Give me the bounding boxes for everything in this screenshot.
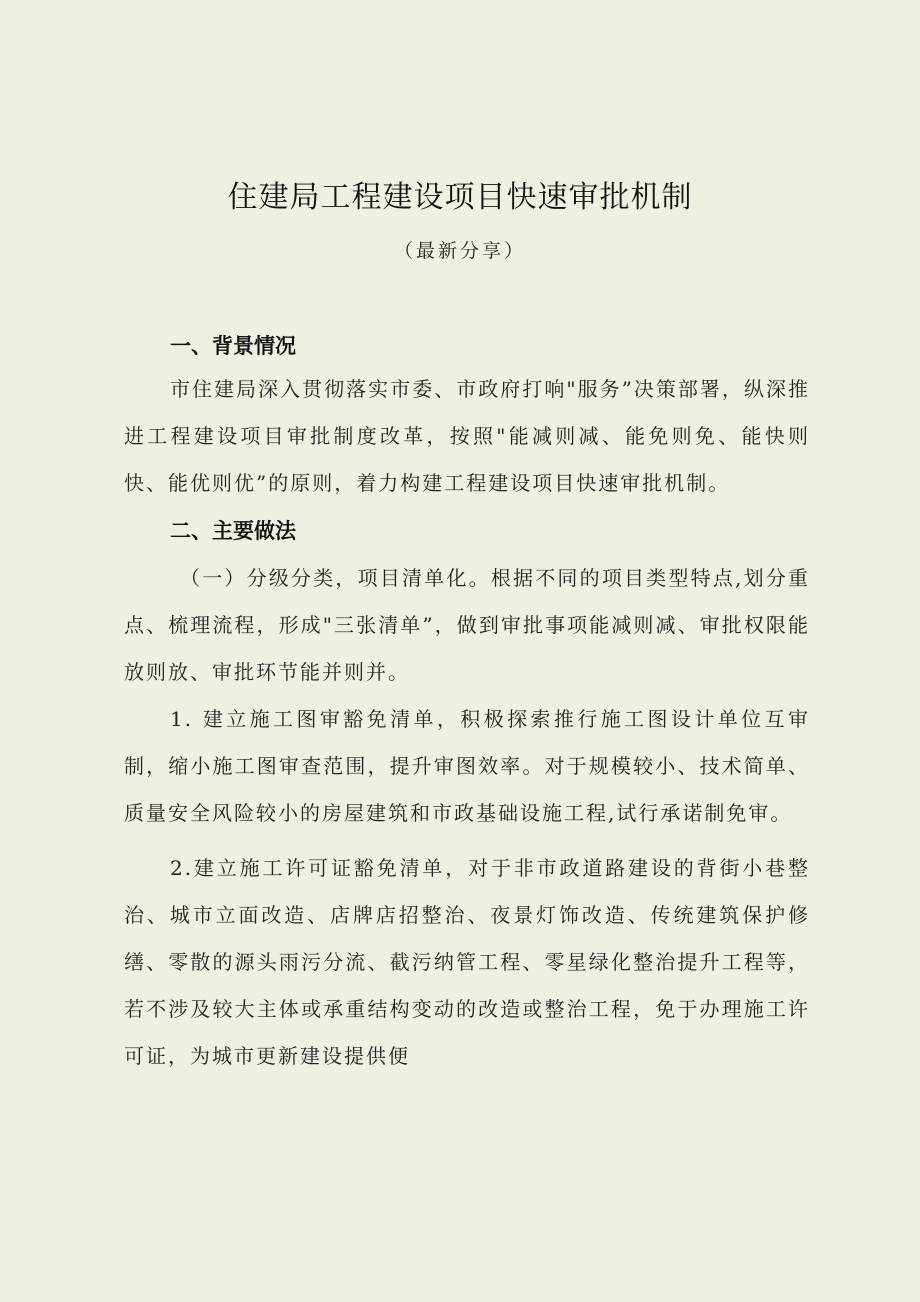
document-subtitle: （最新分享） bbox=[393, 240, 526, 262]
paragraph-background: 市住建局深入贯彻落实市委、市政府打响"服务”决策部署，纵深推进工程建设项目审批制度改革，按照"能减则减、能免则免、能快则快、能优则优”的原则，着力构建工程建设项目快速审批机制。 bbox=[124, 377, 810, 495]
paragraph-permit-exemption: 2.建立施工许可证豁免清单，对于非市政道路建设的背街小巷整治、城市立面改造、店牌店招整治、夜景灯饰改造、传统建筑保护修缮、零散的源头雨污分流、截污纳管工程、零星绿化整治提升工程等，若不涉及较大主体或承重结构变动的改造或整治工程，免于办理施工许可证，为城市更新建设提供便 bbox=[124, 856, 810, 1068]
section-heading-main-practices: 二、主要做法 bbox=[170, 519, 296, 543]
document-body bbox=[124, 326, 810, 1080]
paragraph-drawing-review-exemption: 1. 建立施工图审豁免清单，积极探索推行施工图设计单位互审制，缩小施工图审查范围，提升审图效率。对于规模较小、技术简单、质量安全风险较小的房屋建筑和市政基础设施工程,试行承诺制免审。 bbox=[124, 707, 810, 825]
paragraph-classification: （一）分级分类，项目清单化。根据不同的项目类型特点,划分重点、梳理流程，形成"三张清单”，做到审批事项能减则减、审批权限能放则放、审批环节能并则并。 bbox=[124, 566, 810, 684]
section-heading-background: 一、背景情况 bbox=[170, 334, 296, 358]
document-title: 住建局工程建设项目快速审批机制 bbox=[227, 180, 693, 215]
